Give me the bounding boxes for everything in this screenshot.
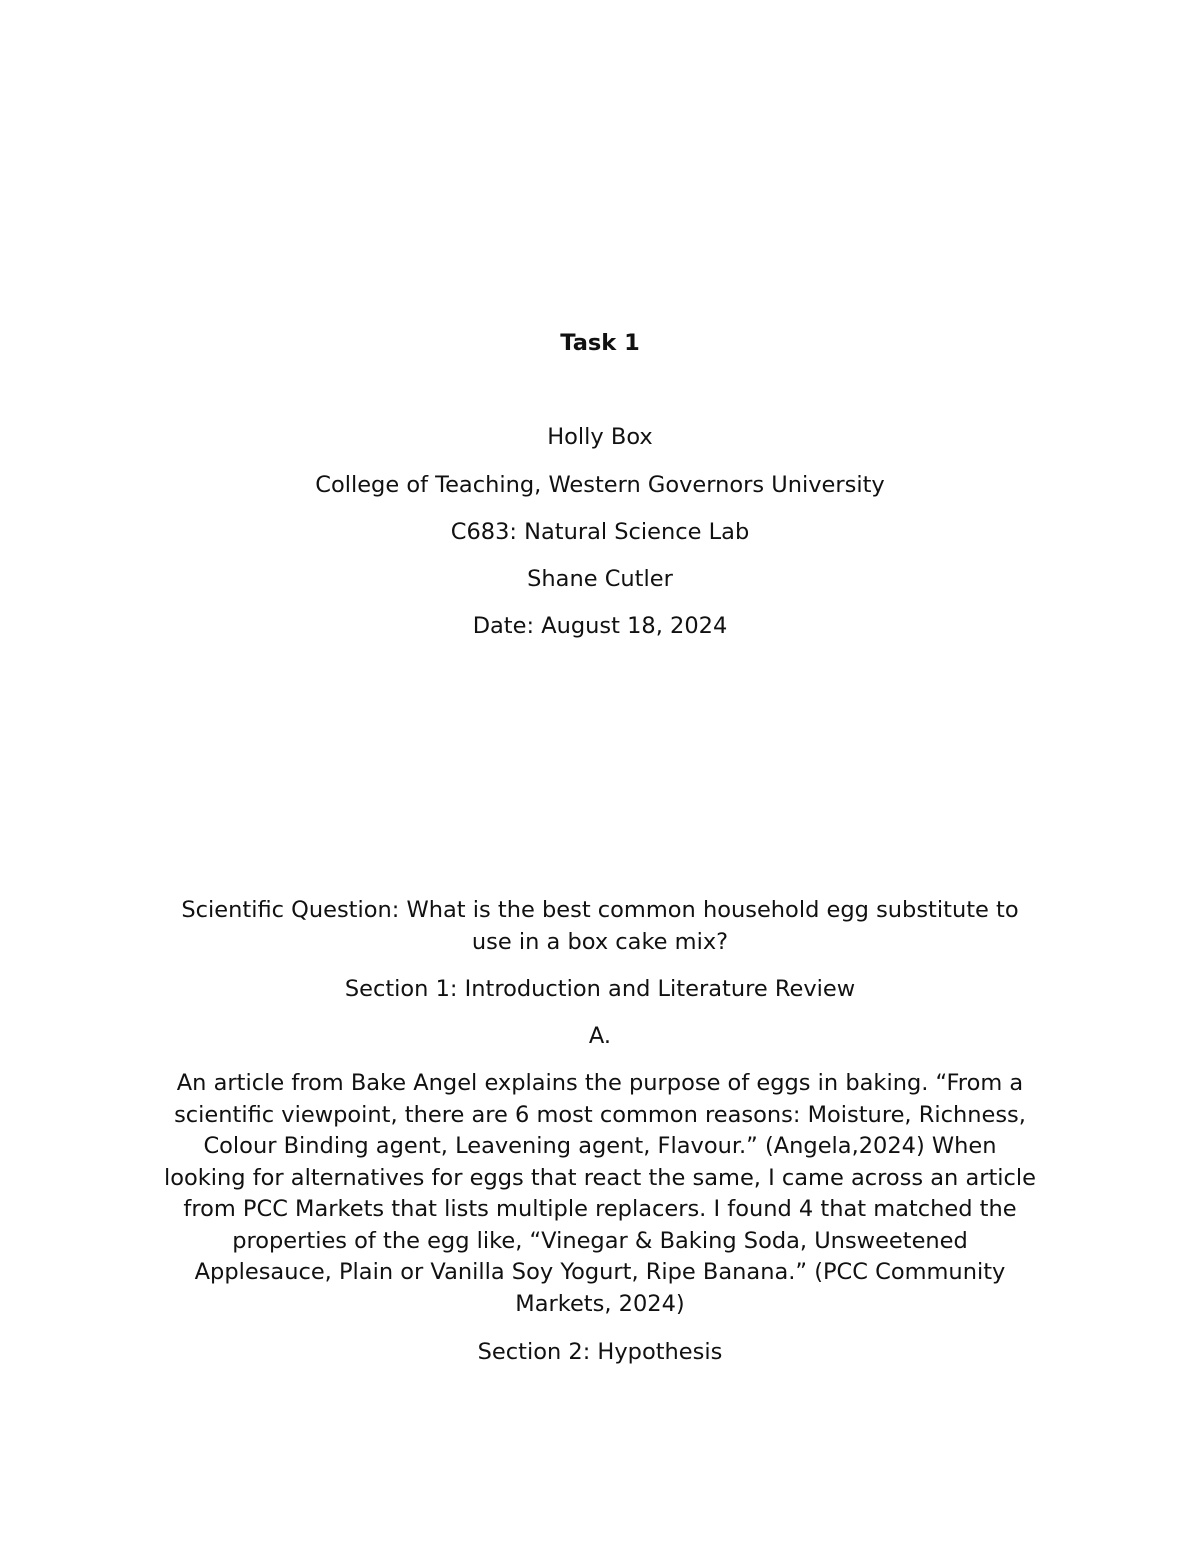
instructor-name: Shane Cutler [527,566,673,592]
paragraph-line: Markets, 2024) [515,1290,685,1317]
literature-review-paragraph [140,1068,1060,1320]
document-title: Task 1 [560,330,640,356]
scientific-question [140,895,1060,958]
paragraph-line: An article from Bake Angel explains the purpose of eggs in baking. “From a [176,1070,1024,1096]
paragraph-line: properties of the egg like, “Vinegar & Baking Soda, Unsweetened [232,1227,968,1254]
paragraph-line: scientific viewpoint, there are 6 most common reasons: Moisture, Richness, [174,1101,1026,1128]
scientific-question-line: Scientific Question: What is the best common household egg substitute to [181,897,1019,923]
paragraph-line: Applesauce, Plain or Vanilla Soy Yogurt, Ripe Banana.” (PCC Community [194,1259,1006,1285]
section-2-heading: Section 2: Hypothesis [477,1339,723,1365]
scientific-question-line: use in a box cake mix? [471,928,729,955]
section-1-heading: Section 1: Introduction and Literature Review [344,976,856,1002]
subsection-a-label: A. [588,1023,612,1049]
institution: College of Teaching, Western Governors University [315,472,885,498]
paragraph-line: Colour Binding agent, Leavening agent, Flavour.” (Angela,2024) When [203,1133,997,1159]
course-name: C683: Natural Science Lab [450,519,750,545]
paragraph-line: looking for alternatives for eggs that react the same, I came across an article [163,1164,1037,1191]
submission-date: Date: August 18, 2024 [472,613,728,639]
paragraph-line: from PCC Markets that lists multiple replacers. I found 4 that matched the [183,1196,1017,1222]
author-name: Holly Box [547,424,653,450]
